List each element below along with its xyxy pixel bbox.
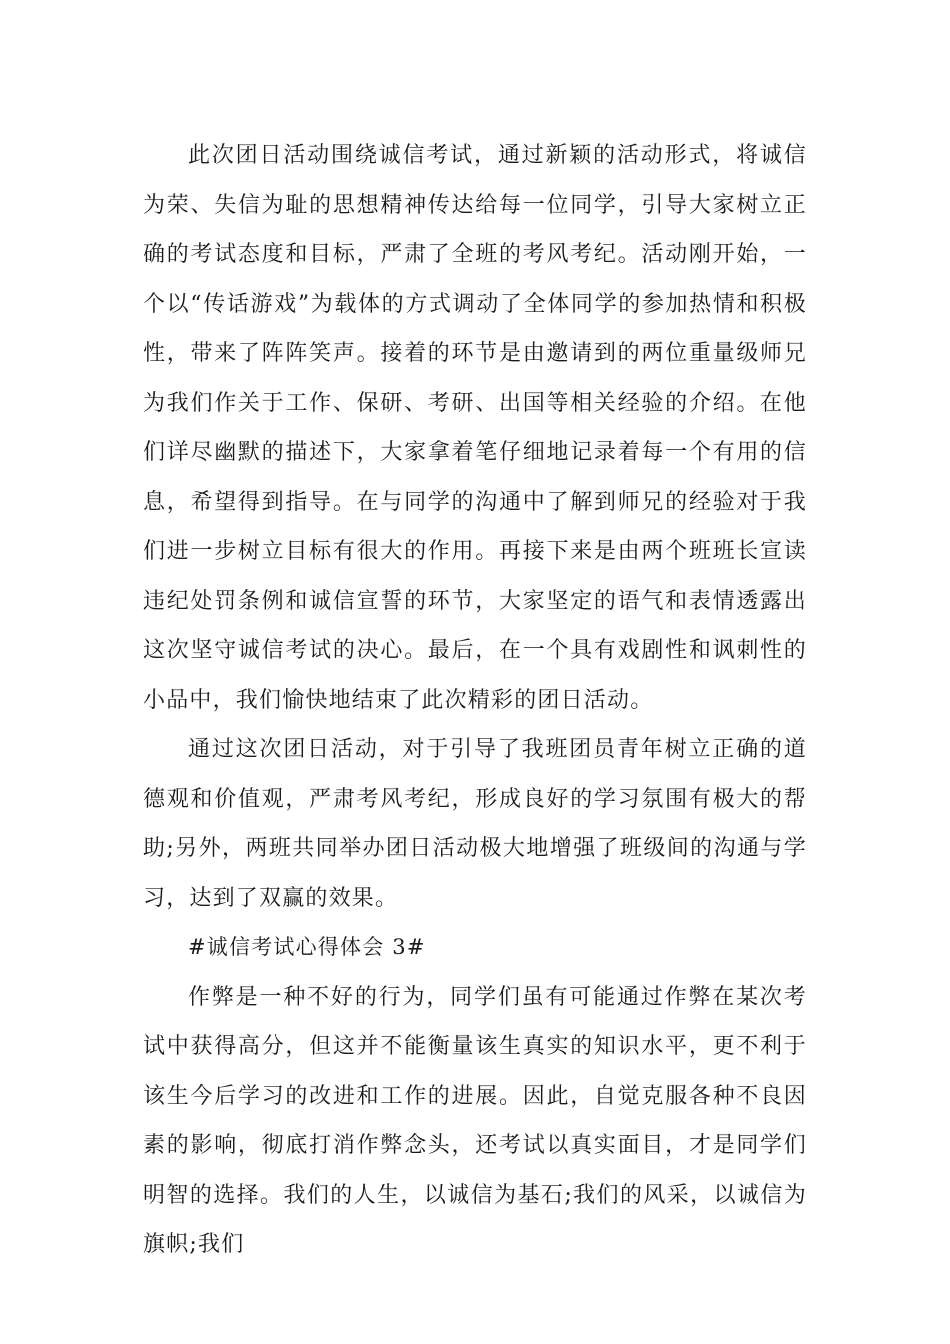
paragraph-activity-summary: 通过这次团日活动，对于引导了我班团员青年树立正确的道德观和价值观，严肃考风考纪，形成良好的学习氛围有极大的帮助;另外，两班共同举办团日活动极大地增强了班级间的沟通与学习，达到了双赢的效果。 — [143, 737, 807, 911]
document-body — [143, 131, 807, 1270]
section-heading: #诚信考试心得体会 3# — [188, 935, 426, 959]
paragraph-cheating-reflection: 作弊是一种不好的行为，同学们虽有可能通过作弊在某次考试中获得高分，但这并不能衡量该生真实的知识水平，更不利于该生今后学习的改进和工作的进展。因此，自觉克服各种不良因素的影响，彻底打消作弊念头，还考试以真实面目，才是同学们明智的选择。我们的人生，以诚信为基石;我们的风采，以诚信为旗帜;我们 — [143, 984, 807, 1257]
paragraph-activity-description: 此次团日活动围绕诚信考试，通过新颖的活动形式，将诚信为荣、失信为耻的思想精神传达给每一位同学，引导大家树立正确的考试态度和目标，严肃了全班的考风考纪。活动刚开始，一个以“传话游戏”为载体的方式调动了全体同学的参加热情和积极性，带来了阵阵笑声。接着的环节是由邀请到的两位重量级师兄为我们作关于工作、保研、考研、出国等相关经验的介绍。在他们详尽幽默的描述下，大家拿着笔仔细地记录着每一个有用的信息，希望得到指导。在与同学的沟通中了解到师兄的经验对于我们进一步树立目标有很大的作用。再接下来是由两个班班长宣读违纪处罚条例和诚信宣誓的环节，大家坚定的语气和表情透露出这次坚守诚信考试的决心。最后，在一个具有戏剧性和讽刺性的小品中，我们愉快地结束了此次精彩的团日活动。 — [143, 143, 807, 713]
